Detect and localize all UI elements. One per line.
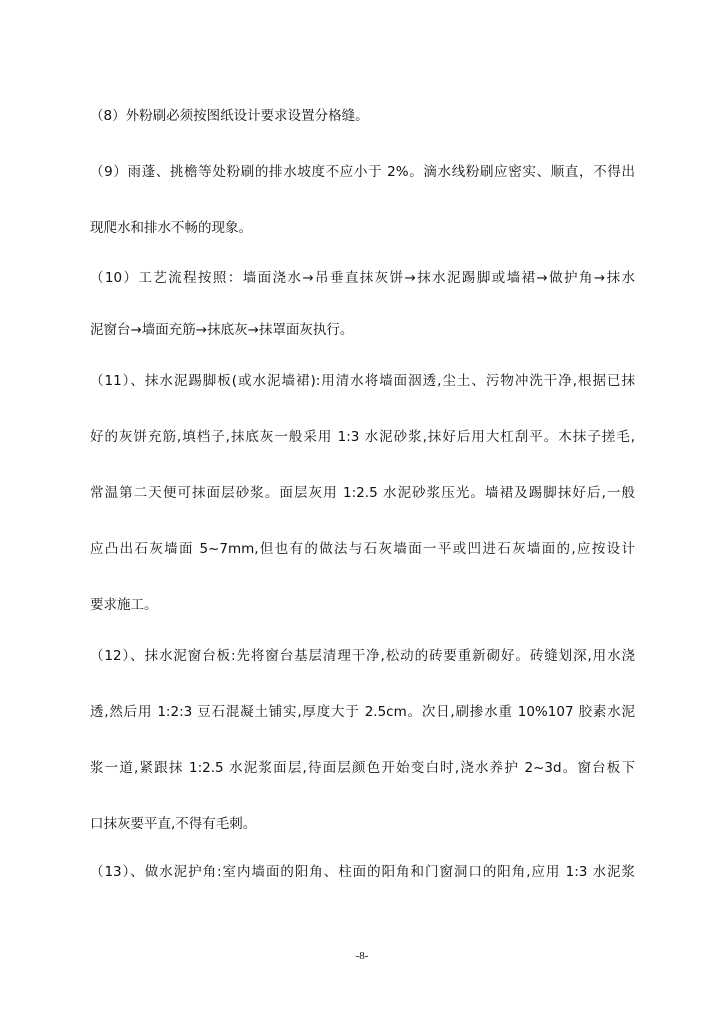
paragraph-9-line-2: 现爬水和排水不畅的现象。 xyxy=(90,220,252,236)
paragraph-11-line-3: 常温第二天便可抹面层砂浆。面层灰用 1:2.5 水泥砂浆压光。墙裙及踢脚抹好后,一般 xyxy=(90,485,635,501)
paragraph-11-line-1: （11）、抹水泥踢脚板(或水泥墙裙):用清水将墙面洇透,尘土、污物冲洗干净,根据已抹 xyxy=(90,373,635,389)
paragraph-11-line-4: 应凸出石灰墙面 5~7mm,但也有的做法与石灰墙面一平或凹进石灰墙面的,应按设计 xyxy=(90,541,635,557)
paragraph-8: （8）外粉刷必须按图纸设计要求设置分格缝。 xyxy=(90,108,369,124)
paragraph-13-line-1: （13）、做水泥护角:室内墙面的阳角、柱面的阳角和门窗洞口的阳角,应用 1:3 水泥浆 xyxy=(90,864,635,880)
paragraph-12-line-1: （12）、抹水泥窗台板:先将窗台基层清理干净,松动的砖要重新砌好。砖缝划深,用水浇 xyxy=(90,648,635,664)
paragraph-10-line-2: 泥窗台→墙面充筋→抹底灰→抹罩面灰执行。 xyxy=(90,322,354,338)
paragraph-12-line-3: 浆一道,紧跟抹 1:2.5 水泥浆面层,待面层颜色开始变白时,浇水养护 2~3d。窗台板下 xyxy=(90,760,635,776)
paragraph-12-line-4: 口抹灰要平直,不得有毛刺。 xyxy=(90,816,257,832)
paragraph-9-line-1: （9）雨蓬、挑檐等处粉刷的排水坡度不应小于 2%。滴水线粉刷应密实、顺直，不得出 xyxy=(90,164,635,180)
paragraph-11-line-5: 要求施工。 xyxy=(90,597,158,613)
page-number: -8- xyxy=(355,950,369,962)
paragraph-10-line-1: （10）工艺流程按照：墙面浇水→吊垂直抹灰饼→抹水泥踢脚或墙裙→做护角→抹水 xyxy=(90,270,635,286)
paragraph-12-line-2: 透,然后用 1:2:3 豆石混凝土铺实,厚度大于 2.5cm。次日,刷掺水重 10%107 胶素水泥 xyxy=(90,704,635,720)
paragraph-11-line-2: 好的灰饼充筋,填档子,抹底灰一般采用 1:3 水泥砂浆,抹好后用大杠刮平。木抹子搓毛, xyxy=(90,429,635,445)
